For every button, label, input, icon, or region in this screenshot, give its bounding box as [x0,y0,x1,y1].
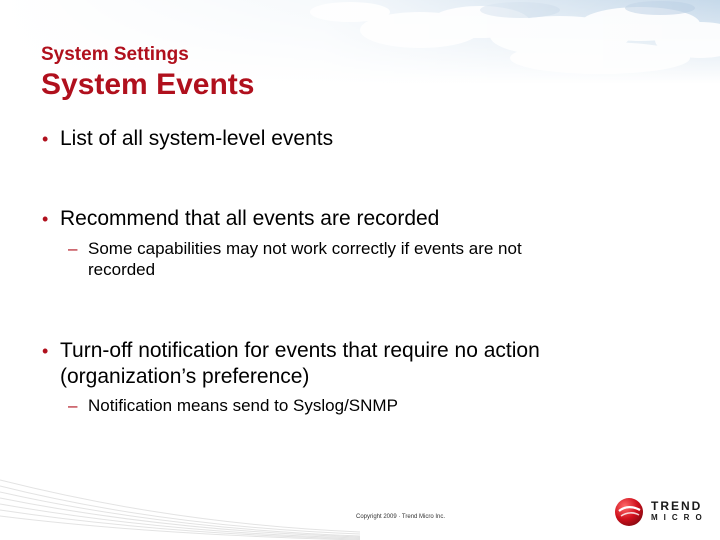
sub-bullet-item [68,395,568,416]
bullet-item [42,338,582,390]
sub-bullet-item [68,238,538,280]
sub-bullet-text: Some capabilities may not work correctly if events are not recorded [88,239,522,279]
bullet-dot-icon: • [42,341,49,361]
bullet-item [42,126,662,152]
bullet-dot-icon: • [42,209,49,229]
bullet-text: List of all system-level events [60,127,334,150]
bullet-item [42,206,662,232]
sub-bullet-dash-icon: – [68,239,78,258]
logo-text-trend: TREND [651,499,703,513]
bullet-dot-icon: • [42,129,49,149]
slide-subtitle: System Settings [41,44,189,65]
bullet-text: Turn-off notification for events that require no action (organization’s preference) [60,339,540,388]
footer-wave-art [0,470,360,540]
trend-micro-logo [613,496,713,528]
trend-micro-ball-icon [613,496,647,528]
bullet-text: Recommend that all events are recorded [60,207,440,230]
slide-title: System Events [41,68,255,101]
sub-bullet-text: Notification means send to Syslog/SNMP [88,396,398,415]
copyright-text: Copyright 2009 · Trend Micro Inc. [356,514,446,520]
logo-text-micro: MICRO [651,513,708,522]
sub-bullet-dash-icon: – [68,396,78,415]
